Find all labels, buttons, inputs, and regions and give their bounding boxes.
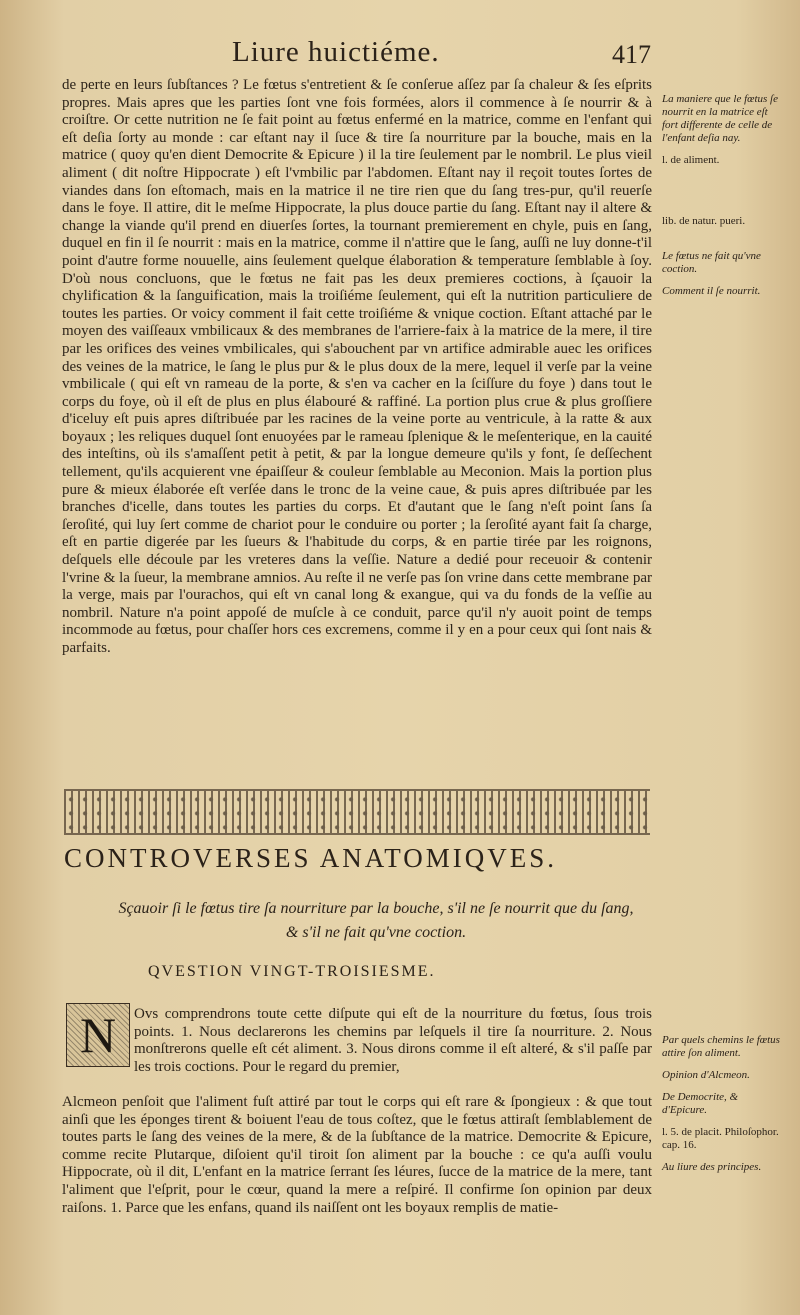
- drop-cap: [66, 1003, 130, 1067]
- question-text-start: Ovs comprendrons toute cette diſpute qui eſt de la nourriture du fœtus, ſous trois points. 1. Nous declarerons les chemins par leſquels il tire ſa nourriture. 2. Nous monſtrerons quelle eſt cét aliment. 3. Nous dirons comme il eſt alteré, & s'il paſſe par les trois coctions. Pour le regard du premier,: [134, 1006, 652, 1075]
- question-margin-notes: [662, 1034, 782, 1183]
- margin-note-ref-natura: lib. de natur. pueri.: [662, 215, 746, 227]
- margin-note-maniere: La maniere que le fœtus ſe nourrit en la matrice eſt fort differente de celle de l'enfant deſia nay.: [662, 93, 778, 144]
- margin-note-nourrit: Comment il ſe nourrit.: [662, 285, 761, 297]
- margin-note-ref-aliment: l. de aliment.: [662, 154, 720, 166]
- margin-note-plutarque: l. 5. de placit. Philoſophor. cap. 16.: [662, 1126, 779, 1151]
- margin-note-democrite: De Democrite, & d'Epicure.: [662, 1091, 739, 1116]
- drop-cap-letter: N: [67, 1004, 129, 1066]
- section-subtitle-line-1: Sçauoir ſi le fœtus tire ſa nourriture par la bouche, s'il ne ſe nourrit que du ſang,: [118, 900, 634, 917]
- question-heading: QVESTION VINGT-TROISIESME.: [148, 963, 436, 980]
- margin-note-alcmeon: Opinion d'Alcmeon.: [662, 1069, 750, 1081]
- section-subtitle-line-2: & s'il ne fait qu'vne coction.: [285, 924, 467, 941]
- margin-note-coction: Le fœtus ne fait qu'vne coction.: [662, 250, 761, 275]
- margin-note-principes: Au liure des principes.: [662, 1161, 762, 1173]
- page-number: 417: [612, 40, 651, 69]
- section-subtitle: [96, 897, 656, 945]
- page-header: [0, 36, 800, 72]
- margin-note-chemins: Par quels chemins le fœtus attire ſon aliment.: [662, 1034, 780, 1059]
- running-title: Liure huictiéme.: [232, 36, 440, 68]
- margin-notes: [662, 93, 782, 307]
- ornament-band: [64, 789, 650, 835]
- body-text: de perte en leurs ſubſtances ? Le fœtus s'entretient & ſe conſerue aſſez par ſa chaleur & ſes eſprits propres. Mais apres que les parties ſont vne fois formées, alors il commence à ſe nourrir & à croiſtre. Or cette nutrition ne ſe fait point au fœtus enfermé en la matrice, comme en l'enfant qui eſt deſia ſorty au monde : car eſtant nay il ſuce & tire ſa nourriture par la bouche, mais en la matrice ( quoy qu'en dient Democrite & Epicure ) il la tire ſeulement par le nombril. Le plus vieil aliment ( dit noſtre Hippocrate ) eſt l'vmbilic par l'abdomen. Eſtant nay il reçoit toutes ſortes de viandes dans ſon eſtomach, mais en la matrice il ne tire rien que du ſang tres-pur, qu'il reuerſe dans le foye. Il attire, dit le meſme Hippocrate, la plus douce partie du ſang. Eſtant nay il altere & change la viande qu'il prend en diuerſes ſortes, la tournant premierement en chyle, puis en ſang, duquel en fin il ſe nourrit : mais en la matrice, comme il n'attire que le ſang, auſſi ne luy donne-t'il point d'autre forme nouuelle, ains ſeulement quelque élaboration & temperature ſemblable à ſoy. D'où nous concluons, que le fœtus ne fait pas les deux premieres coctions, à ſçauoir la chylification & la ſanguification, mais la troiſiéme ſeulement, qui eſt la nutrition particuliere de toutes les parties. Or voicy comment il fait cette troiſiéme & vnique coction. Eſtant attaché par le moyen des vaiſſeaux vmbilicaux & des membranes de l'arriere-faix à la matrice de la mere, il tire par les orifices des veines vmbilicales, qui s'abouchent par vn artifice admirable auec les orifices des veines de la matrice, le ſang le plus pur & le plus doux de la mere, lequel il verſe par la veine vmbilicale ( qui eſt vn rameau de la porte, & s'en va cacher en la ſciſſure du foye ) dans tout le corps du foye, où il eſt de plus en plus élabouré & raffiné. La portion plus crue & plus groſſiere d'iceluy eſt puis apres diſtribuée par les racines de la veine porte au ventricule, à la ratte & aux boyaux ; les reliques duquel ſont enuoyées par le rameau ſplenique & le meſenterique, en la cauité des inteſtins, où ils s'amaſſent petit à petit, & par la longue demeure qu'ils y font, ſe deſſechent tellement, qu'ils acquierent vne épaiſſeur & couleur ſemblable au Meconion. Mais la portion plus pure & mieux élaborée eſt verſée dans le tronc de la veine caue, & puis apres diſtribuée par les branches d'icelle, dans toutes les parties du corps. Et d'autant que le ſang n'eſt point ſans ſa ſeroſité, qui luy ſert comme de chariot pour le conduire ou porter ; la ſeroſité ayant fait ſa charge, eſt en partie digerée par les ſueurs & l'habitude du corps, & en partie tirée par les roignons, deſquels elle découle par les vreteres dans la veſſie. Nature a dedié pour receuoir & contenir l'vrine & la ſueur, la membrane amnios. Au reſte il ne verſe pas ſon vrine dans cette membrane par la verge, mais par l'ourachos, qui eſt vn canal long & exangue, qui va du fonds de la veſſie au nombril. Nature n'a point appoſé de muſcle à ce conduit, parce qu'il n'y auoit point de temps incommode au fœtus, pour chaſſer hors ces excremens, comme il y en a pour ceux qui ſont nais & parfaits.: [62, 77, 652, 656]
- section-heading: CONTROVERSES ANATOMIQVES.: [64, 843, 558, 873]
- question-text-continued: Alcmeon penſoit que l'aliment fuſt attiré par tout le corps qui eſt rare & ſpongieux : & que tout ainſi que les éponges tirent & boiuent l'eau de tous coſtez, que le fœtus attiraſt ſemblablement de toutes parts le ſang des veines de la mere, & de la ſubſtance de la matrice. Democrite & Epicure, comme recite Plutarque, diſoient qu'il tiroit ſon aliment par la bouche : ce qu'a auſſi voulu Hippocrate, où il dit, L'enfant en la matrice ſerrant ſes léures, ſucce de la matrice de la mere, tant l'aliment que l'eſprit, pour le cœur, quand la mere a reſpiré. Il confirme ſon opinion par deux raiſons. 1. Parce que les enfans, quand ils naiſſent ont les boyaux remplis de matie-: [62, 1094, 652, 1216]
